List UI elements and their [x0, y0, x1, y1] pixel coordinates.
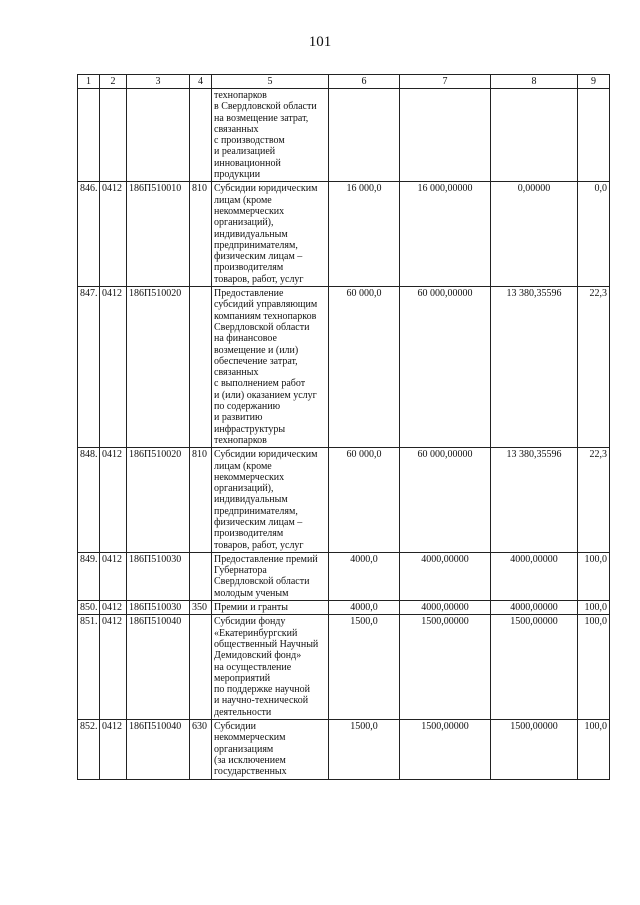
item-name: Предоставление субсидий управляющим компаниям технопарков Свердловской области на финансовое возмещение и (или) обеспечение затрат, связанных с выполнением работ и (или) оказанием услуг по содержанию и развитию инфраструктуры технопарков [212, 287, 329, 448]
item-name: Субсидии фонду «Екатеринбургский общественный Научный Демидовский фонд» на осуществление мероприятий по поддержке научной и научно-технической деятельности [212, 615, 329, 720]
section-code: 0412 [100, 601, 127, 615]
table-row [78, 720, 610, 779]
item-name: Субсидии некоммерческим организациям (за исключением государственных [212, 720, 329, 779]
value-col8: 13 380,35596 [491, 448, 578, 553]
expense-type-code: 630 [190, 720, 212, 779]
expense-type-code [190, 615, 212, 720]
item-name: Субсидии юридическим лицам (кроме некоммерческих организаций), индивидуальным предпринимателям, физическим лицам – производителям товаров, работ, услуг [212, 448, 329, 553]
expense-type-code: 810 [190, 448, 212, 553]
value-col8: 4000,00000 [491, 601, 578, 615]
value-col6: 1500,0 [329, 615, 400, 720]
row-number: 848. [78, 448, 100, 553]
table-row [78, 601, 610, 615]
value-col7: 60 000,00000 [400, 448, 491, 553]
value-col7: 4000,00000 [400, 601, 491, 615]
header-cell: 6 [329, 75, 400, 89]
target-article-code: 186П510010 [127, 182, 190, 287]
header-cell: 7 [400, 75, 491, 89]
section-code: 0412 [100, 552, 127, 600]
value-col9: 100,0 [578, 601, 610, 615]
value-col6: 4000,0 [329, 552, 400, 600]
value-col9 [578, 89, 610, 182]
target-article-code: 186П510020 [127, 287, 190, 448]
value-col9: 100,0 [578, 615, 610, 720]
section-code: 0412 [100, 287, 127, 448]
value-col6: 1500,0 [329, 720, 400, 779]
row-number: 847. [78, 287, 100, 448]
row-number: 852. [78, 720, 100, 779]
item-name: технопарков в Свердловской области на возмещение затрат, связанных с производством и реализацией инновационной продукции [212, 89, 329, 182]
header-cell: 3 [127, 75, 190, 89]
budget-table [77, 74, 610, 780]
value-col8: 13 380,35596 [491, 287, 578, 448]
value-col6: 60 000,0 [329, 448, 400, 553]
section-code: 0412 [100, 615, 127, 720]
section-code: 0412 [100, 448, 127, 553]
table-row [78, 448, 610, 553]
page-number: 101 [308, 34, 332, 50]
value-col8: 4000,00000 [491, 552, 578, 600]
item-name: Предоставление премий Губернатора Свердловской области молодым ученым [212, 552, 329, 600]
section-code: 0412 [100, 720, 127, 779]
value-col7: 1500,00000 [400, 720, 491, 779]
section-code [100, 89, 127, 182]
header-cell: 8 [491, 75, 578, 89]
value-col6: 4000,0 [329, 601, 400, 615]
expense-type-code: 810 [190, 182, 212, 287]
item-name: Субсидии юридическим лицам (кроме некоммерческих организаций), индивидуальным предпринимателям, физическим лицам – производителям товаров, работ, услуг [212, 182, 329, 287]
value-col8: 0,00000 [491, 182, 578, 287]
value-col8 [491, 89, 578, 182]
value-col9: 100,0 [578, 552, 610, 600]
target-article-code: 186П510040 [127, 615, 190, 720]
header-cell: 9 [578, 75, 610, 89]
row-number: 849. [78, 552, 100, 600]
value-col9: 22,3 [578, 448, 610, 553]
section-code: 0412 [100, 182, 127, 287]
value-col8: 1500,00000 [491, 615, 578, 720]
value-col6: 16 000,0 [329, 182, 400, 287]
table-row [78, 615, 610, 720]
value-col7 [400, 89, 491, 182]
header-row [78, 75, 610, 89]
row-number [78, 89, 100, 182]
value-col6: 60 000,0 [329, 287, 400, 448]
table-row [78, 552, 610, 600]
table-row [78, 287, 610, 448]
target-article-code: 186П510030 [127, 552, 190, 600]
value-col6 [329, 89, 400, 182]
value-col9: 0,0 [578, 182, 610, 287]
row-number: 850. [78, 601, 100, 615]
header-cell: 4 [190, 75, 212, 89]
target-article-code [127, 89, 190, 182]
header-cell: 5 [212, 75, 329, 89]
value-col7: 1500,00000 [400, 615, 491, 720]
value-col9: 22,3 [578, 287, 610, 448]
value-col7: 16 000,00000 [400, 182, 491, 287]
expense-type-code: 350 [190, 601, 212, 615]
expense-type-code [190, 287, 212, 448]
row-number: 851. [78, 615, 100, 720]
target-article-code: 186П510030 [127, 601, 190, 615]
header-cell: 1 [78, 75, 100, 89]
value-col7: 4000,00000 [400, 552, 491, 600]
header-cell: 2 [100, 75, 127, 89]
expense-type-code [190, 552, 212, 600]
value-col7: 60 000,00000 [400, 287, 491, 448]
row-number: 846. [78, 182, 100, 287]
table-row [78, 89, 610, 182]
target-article-code: 186П510040 [127, 720, 190, 779]
item-name: Премии и гранты [212, 601, 329, 615]
target-article-code: 186П510020 [127, 448, 190, 553]
value-col9: 100,0 [578, 720, 610, 779]
table-row [78, 182, 610, 287]
value-col8: 1500,00000 [491, 720, 578, 779]
expense-type-code [190, 89, 212, 182]
